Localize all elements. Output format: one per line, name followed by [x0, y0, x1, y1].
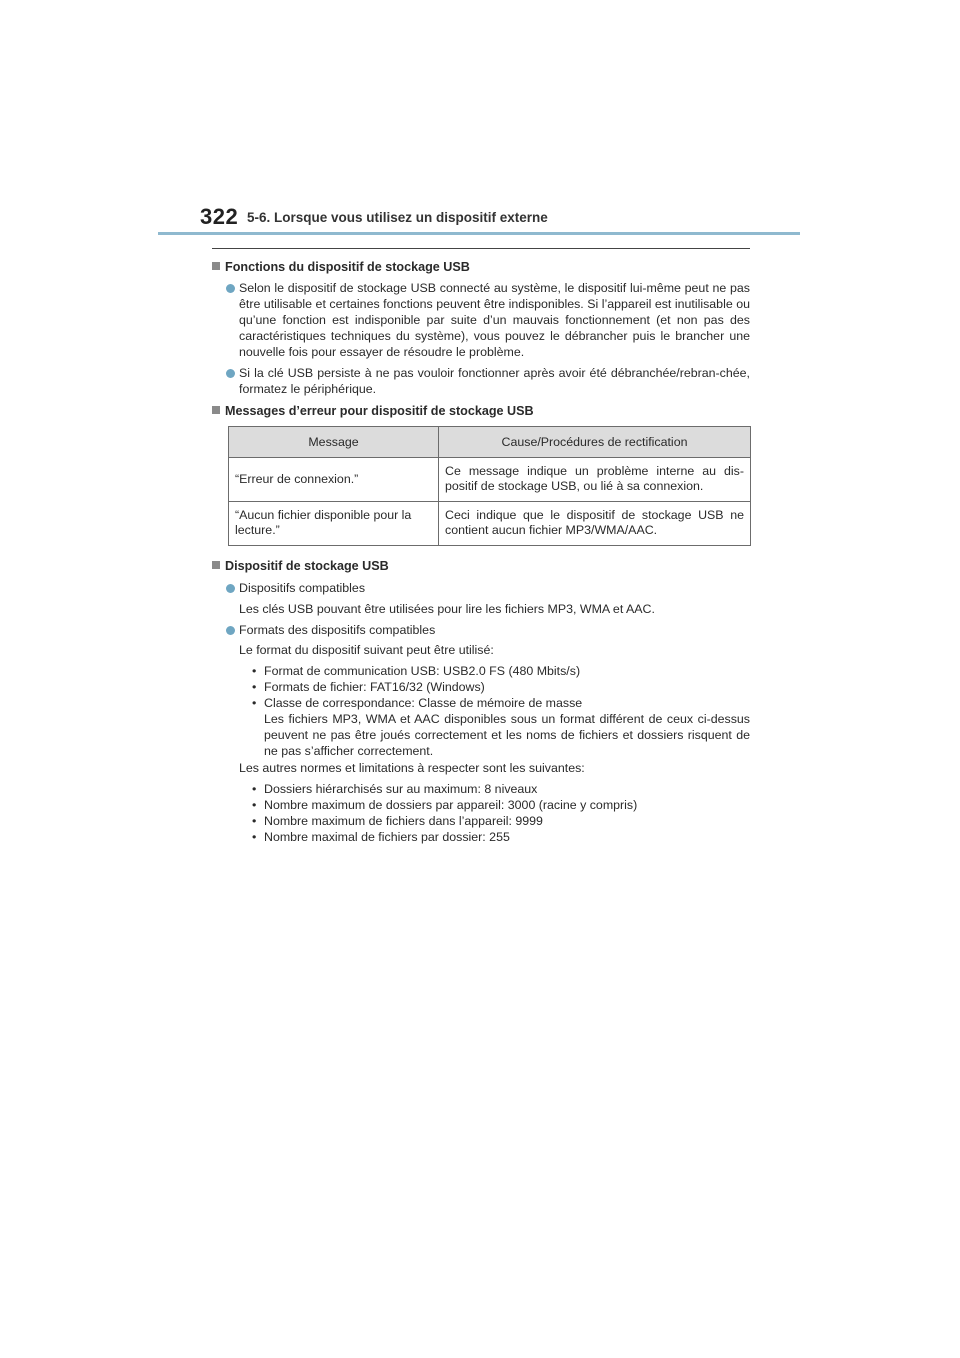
table-cell: “Aucun fichier disponible pour la lecture.” [229, 502, 439, 546]
table-cell: Ceci indique que le dispositif de stockage USB ne contient aucun fichier MP3/WMA/AAC. [439, 502, 751, 546]
bullet-text: Selon le dispositif de stockage USB connecté au système, le dispositif lui-même peut ne pas être utilisable et certaines fonctions peuvent être indisponibles. Si l’appareil est inutilisable ou qu’une fonction est indisponible par suite d’un mauvais fonctionnement (et non pas des caractéristiques techniques du système), vous pouvez le débrancher puis le brancher une nouvelle fois pour essayer de résoudre le problème. [239, 281, 750, 359]
limits-intro: Les autres normes et limitations à respecter sont les suivantes: [239, 761, 585, 775]
circle-bullet-icon [226, 369, 235, 378]
table-cell: “Erreur de connexion.” [229, 458, 439, 502]
functions-bullet-2 [212, 365, 750, 399]
table-row [229, 502, 751, 546]
compatible-text: Les clés USB pouvant être utilisées pour lire les fichiers MP3, WMA et AAC. [239, 602, 655, 616]
formats-intro: Le format du dispositif suivant peut être utilisé: [239, 643, 494, 657]
error-messages-table [228, 426, 751, 546]
circle-bullet-icon [226, 626, 235, 635]
square-bullet-icon [212, 406, 220, 414]
table-header-cell: Cause/Procédures de rectification [439, 427, 751, 458]
functions-bullet-1 [212, 280, 750, 362]
content-rule [212, 248, 750, 249]
bullet-text: Si la clé USB persiste à ne pas vouloir fonctionner après avoir été débranchée/rebran-chée, formatez le périphérique. [239, 366, 750, 396]
compatible-label: Dispositifs compatibles [239, 581, 366, 595]
page-number: 322 [200, 204, 239, 229]
section-title: 5-6. Lorsque vous utilisez un dispositif externe [247, 210, 548, 225]
compatible-devices [212, 580, 750, 620]
errors-heading: Messages d’erreur pour dispositif de stockage USB [212, 403, 750, 419]
formats-label: Formats des dispositifs compatibles [239, 623, 436, 637]
square-bullet-icon [212, 262, 220, 270]
page-header [200, 204, 760, 234]
device-heading: Dispositif de stockage USB [212, 558, 750, 574]
format-note: Les fichiers MP3, WMA et AAC disponibles sous un format différent de ceux ci-dessus peuvent ne pas être joués correctement et les noms de fichiers et dossiers risquent de ne pas s’afficher correctement. [264, 712, 750, 758]
square-bullet-icon [212, 561, 220, 569]
compatible-formats: Formats des dispositifs compatibles Le format du dispositif suivant peut être utilisé: • Format de communication USB: USB2.0 FS (480 Mbits/s) • Formats de fichier: FAT16/32 (Windows) • Classe de correspondance: Classe de mémoire de masse Les fichiers MP3, WMA et AAC disponibles sous un format différent de ceux ci-dessus peuvent ne pas être joués correctement et les noms de fichiers et dossiers risquent de ne pas s’afficher correctement. Les autres normes et limitations à respecter sont les suivantes: • Dossiers hiérarchisés sur au maximum: 8 niveaux • Nombre maximum de dossiers par appareil: 3000 (racine y compris) • Nombre maximum de fichiers dans l’appareil: 9999 • Nombre maximal de fichiers par dossier: 255 [212, 622, 750, 862]
table-header-row [229, 427, 751, 458]
table-row [229, 458, 751, 502]
circle-bullet-icon [226, 584, 235, 593]
header-rule [158, 232, 800, 235]
table-header-cell: Message [229, 427, 439, 458]
table-cell: Ce message indique un problème interne au dis-positif de stockage USB, ou lié à sa connexion. [439, 458, 751, 502]
circle-bullet-icon [226, 284, 235, 293]
functions-heading: Fonctions du dispositif de stockage USB [212, 259, 750, 275]
